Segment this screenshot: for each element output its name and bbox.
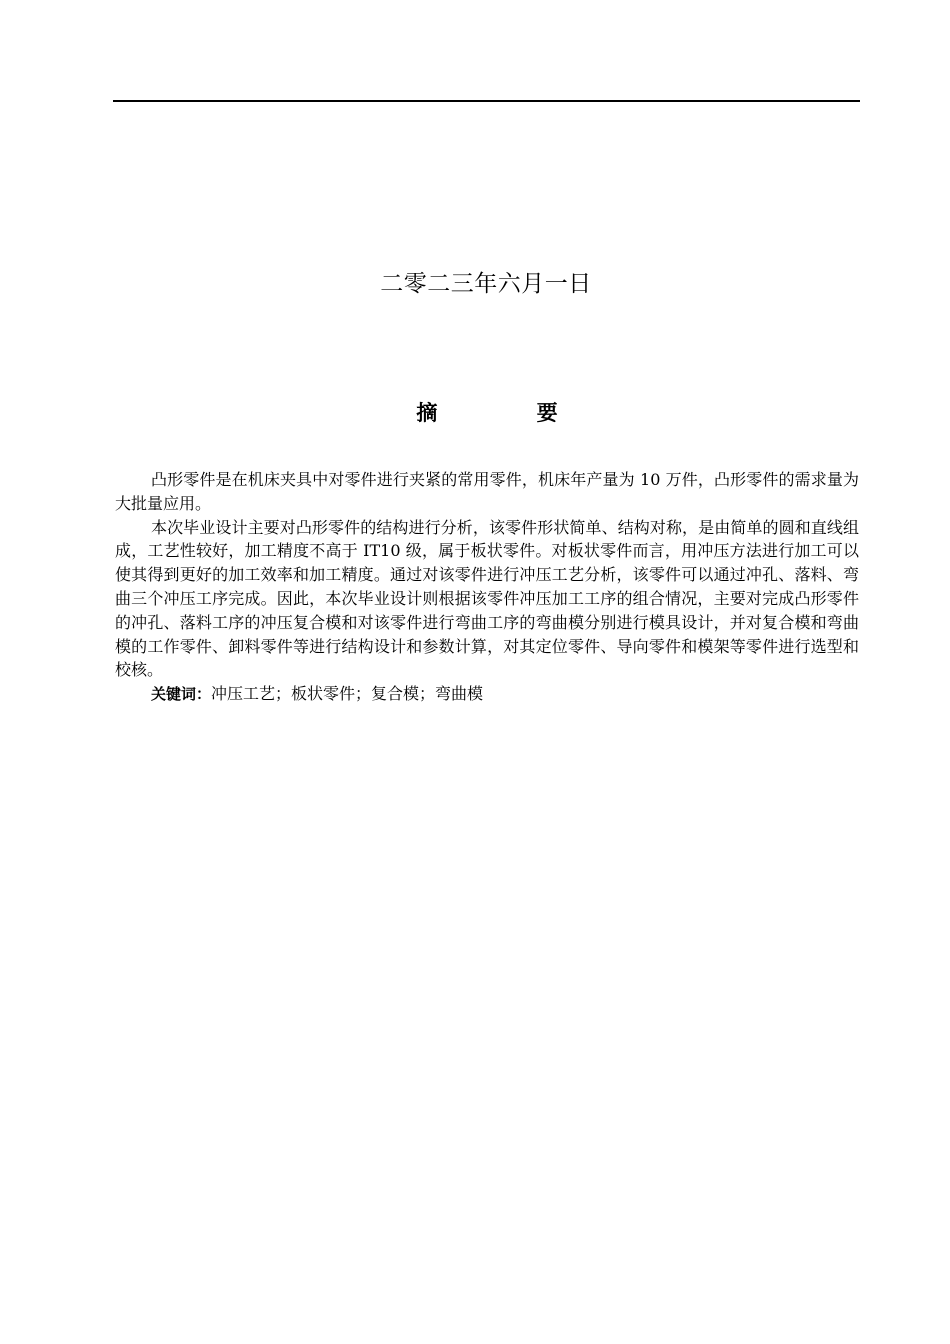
keywords-line [115,682,859,707]
date-line: 二零二三年六月一日 [380,271,592,297]
abstract-paragraph-2: 本次毕业设计主要对凸形零件的结构进行分析，该零件形状简单、结构对称，是由简单的圆和直线组成，工艺性较好，加工精度不高于 IT10 级，属于板状零件。对板状零件而言，用冲压方法进行加工可以使其得到更好的加工效率和加工精度。通过对该零件进行冲压工艺分析，该零件可以通过冲孔、落料、弯曲三个冲压工序完成。因此，本次毕业设计则根据该零件冲压加工工序的组合情况，主要对完成凸形零件的冲孔、落料工序的冲压复合模和对该零件进行弯曲工序的弯曲模分别进行模具设计，并对复合模和弯曲模的工作零件、卸料零件等进行结构设计和参数计算，对其定位零件、导向零件和模架等零件进行选型和校核。 [115,517,859,680]
keywords-text: 冲压工艺；板状零件；复合模；弯曲模 [211,684,484,704]
abstract-title: 摘 要 [416,401,604,425]
abstract-paragraph-1: 凸形零件是在机床夹具中对零件进行夹紧的常用零件，机床年产量为 10 万件，凸形零件的需求量为大批量应用。 [115,470,859,513]
keywords-label: 关键词： [151,685,212,704]
abstract-body [115,468,859,707]
header-rule [113,100,860,102]
